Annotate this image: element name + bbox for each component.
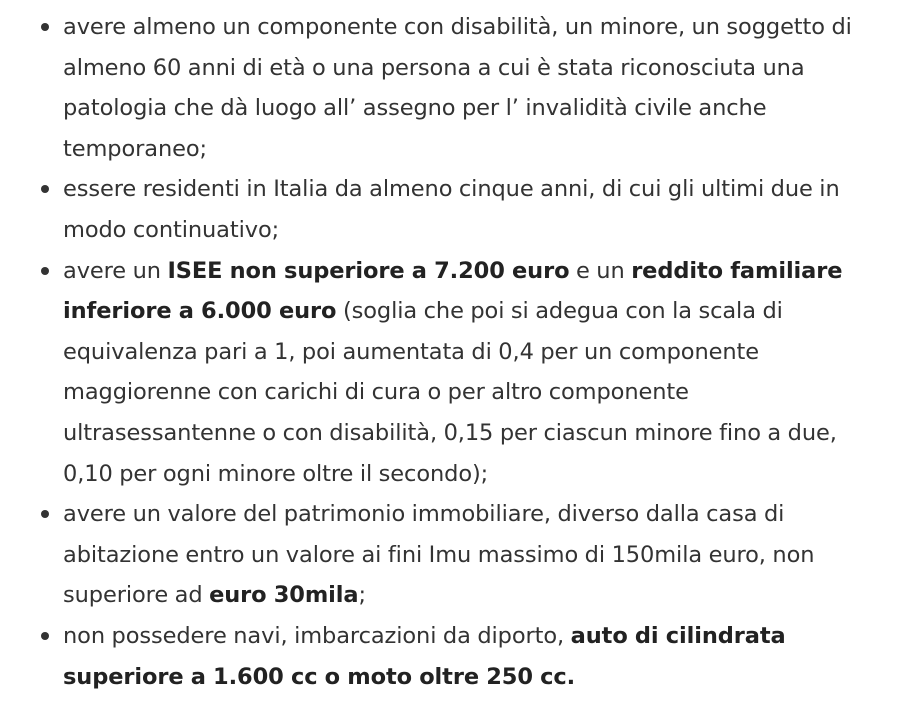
bullet-icon (41, 185, 49, 193)
bullet-icon (41, 23, 49, 31)
requirement-text-bold: euro 30mila (209, 582, 359, 609)
requirement-text-bold: auto di cilindrata superiore a 1.600 cc o moto oltre 250 cc. (63, 622, 786, 690)
requirements-list (63, 7, 875, 697)
requirement-item (63, 616, 875, 697)
bullet-icon (41, 267, 49, 275)
requirement-item (63, 7, 875, 169)
bullet-icon (41, 510, 49, 518)
requirement-text: avere un valore del patrimonio immobiliare, diverso dalla casa di abitazione entro un valore ai fini Imu massimo di 150mila euro, non superiore ad (63, 501, 815, 609)
requirement-text-bold: ISEE non superiore a 7.200 euro (167, 257, 570, 284)
bullet-icon (41, 632, 49, 640)
requirement-text: non possedere navi, imbarcazioni da diporto, (63, 622, 571, 649)
requirement-text-bold: reddito familiare inferiore a 6.000 euro (63, 257, 843, 325)
requirement-text: essere residenti in Italia da almeno cinque anni, di cui gli ultimi due in modo continuativo; (63, 176, 840, 243)
requirement-text: avere un (63, 257, 168, 284)
requirement-text: avere almeno un componente con disabilità, un minore, un soggetto di almeno 60 anni di età o una persona a cui è stata riconosciuta una patologia che dà luogo all’ assegno per l’ invalidità civile anche temporaneo; (63, 14, 852, 162)
requirement-item (63, 494, 875, 616)
requirement-item (63, 251, 875, 495)
requirement-text: ; (358, 582, 366, 609)
requirement-text: e un (569, 257, 632, 284)
requirement-item (63, 169, 875, 250)
requirement-text: (soglia che poi si adegua con la scala di equivalenza pari a 1, poi aumentata di 0,4 per un componente maggiorenne con carichi di cura o per altro componente ultrasessantenne o con disabilità, 0,15 per ciascun minore fino a due, 0,10 per ogni minore oltre il secondo); (63, 298, 837, 487)
